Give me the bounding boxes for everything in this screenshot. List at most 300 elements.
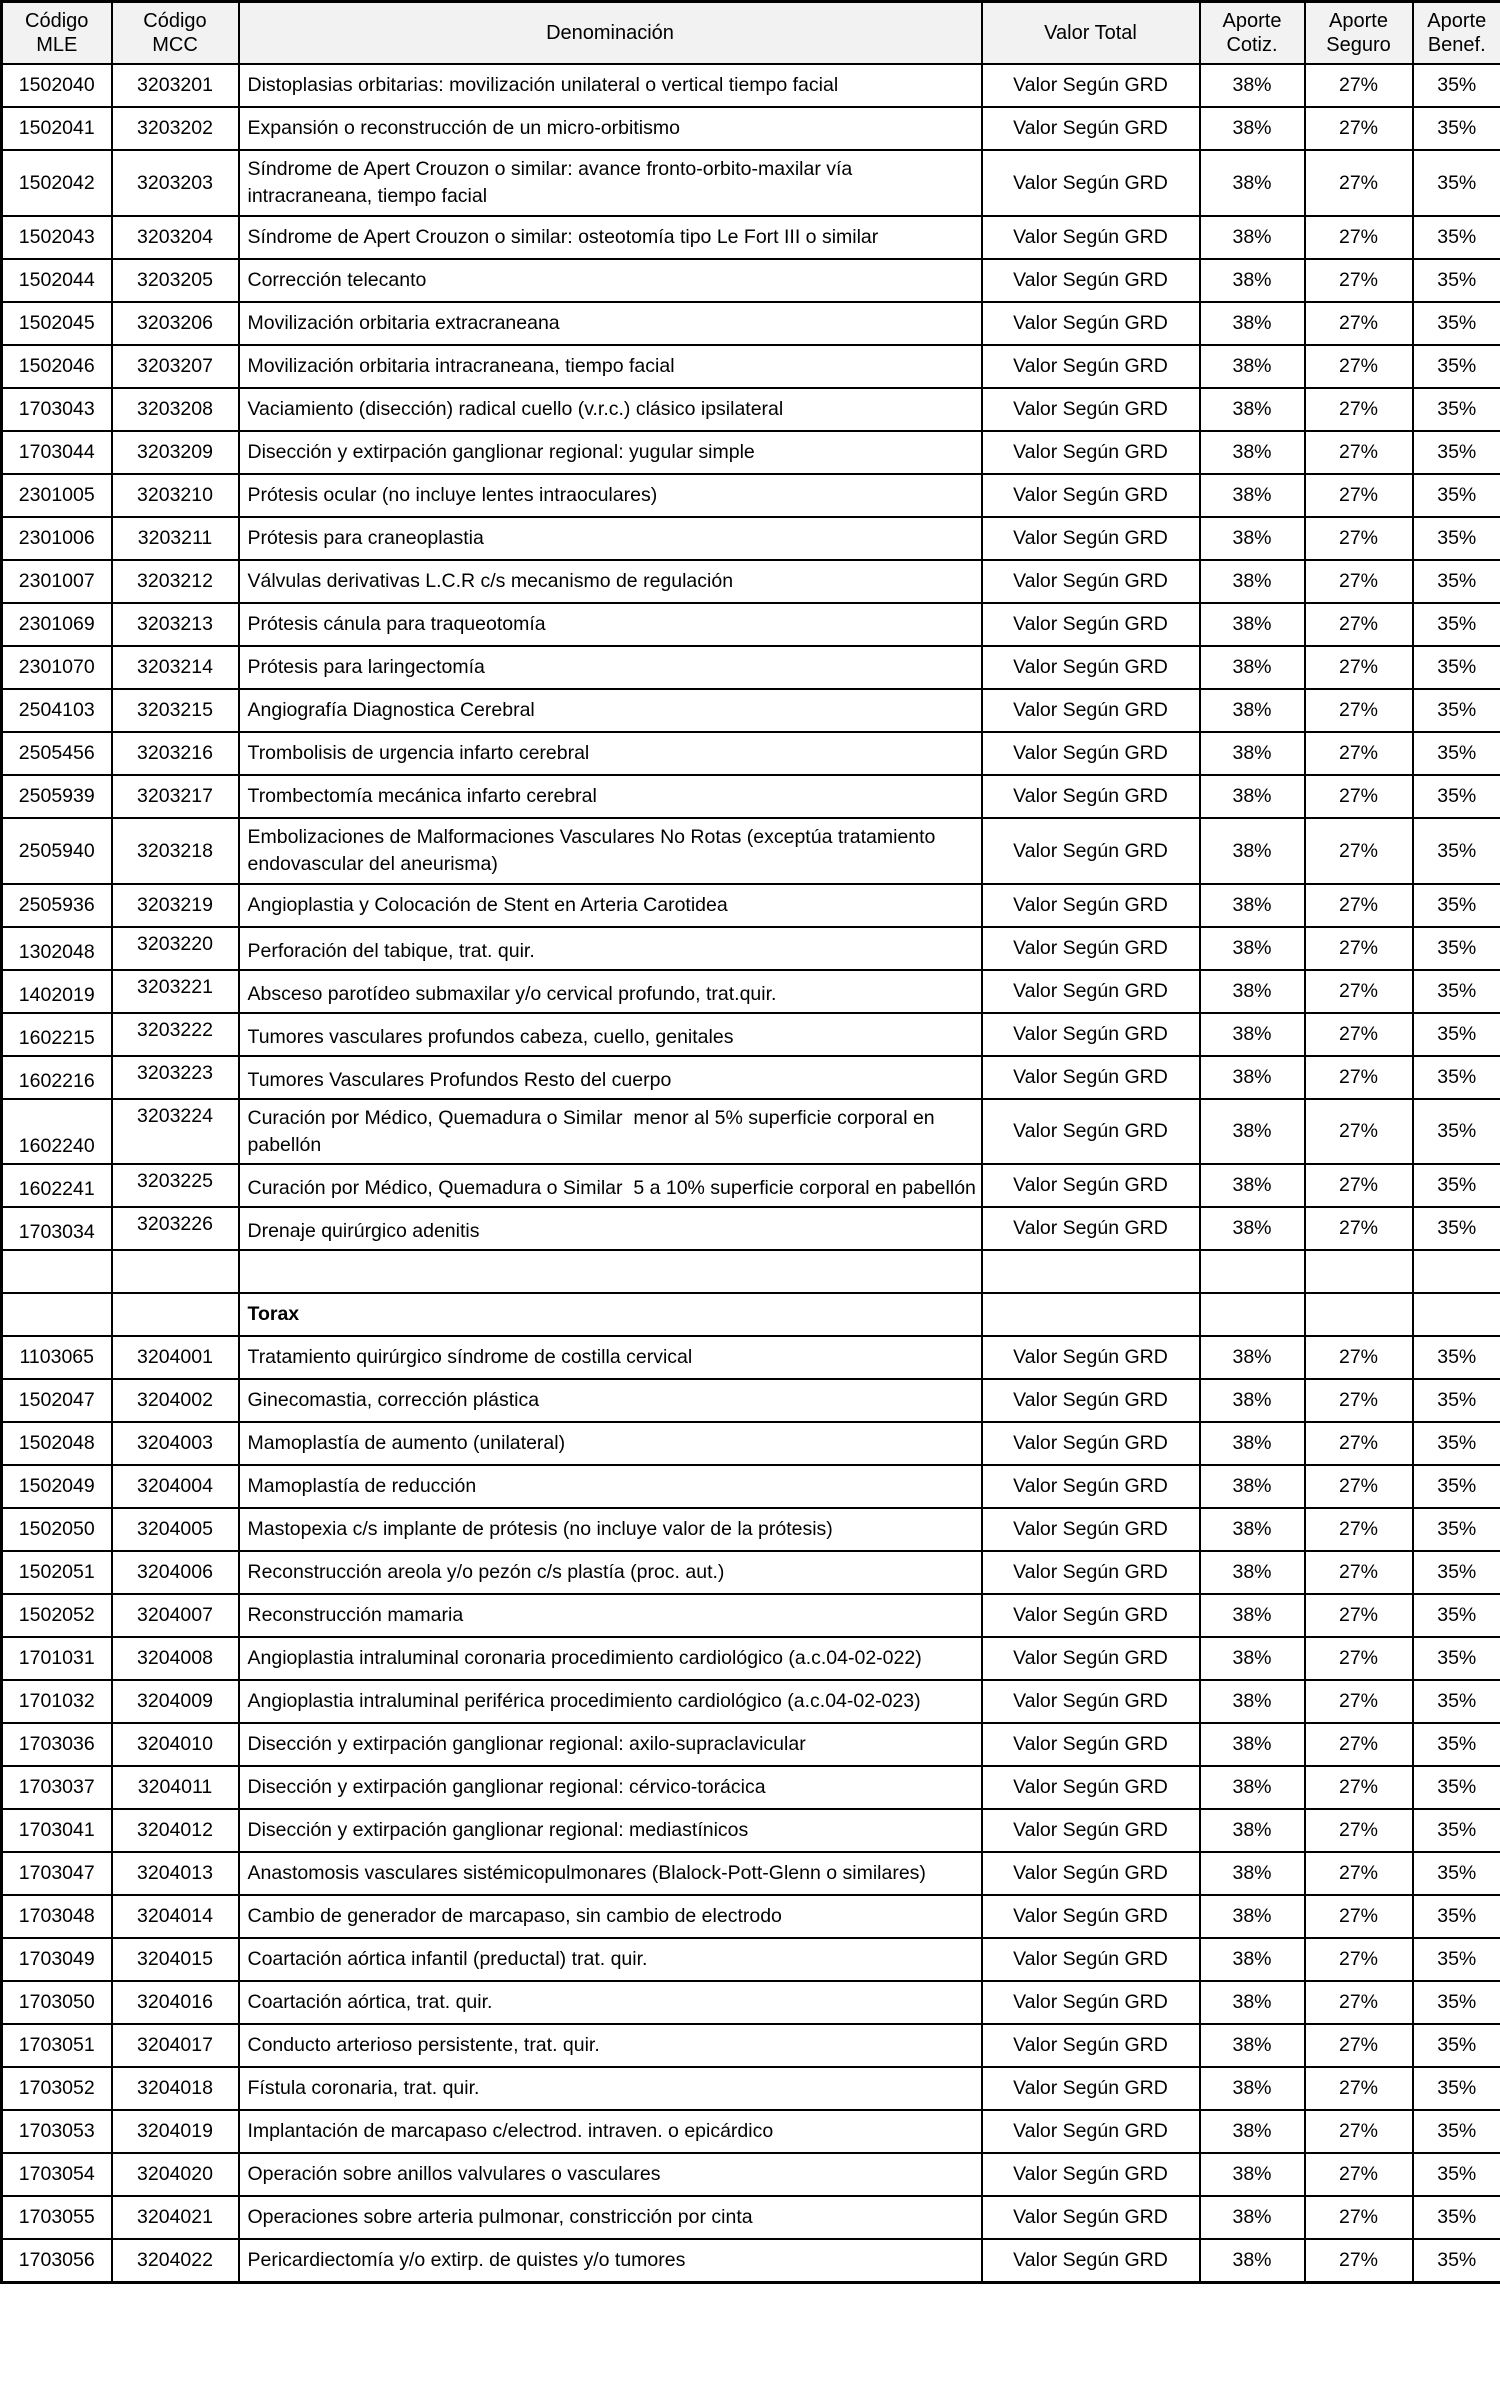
table-row — [2, 775, 1500, 818]
denomination-cell: Vaciamiento (disección) radical cuello (v.r.c.) clásico ipsilateral — [239, 388, 982, 431]
mcc-code-cell: 3203214 — [112, 646, 239, 689]
denomination-cell: Síndrome de Apert Crouzon o similar: avance fronto-orbito-maxilar vía intracraneana, tiempo facial — [239, 150, 982, 216]
aporte-benef-cell: 35% — [1413, 1938, 1500, 1981]
denomination-cell: Tumores Vasculares Profundos Resto del cuerpo — [239, 1056, 982, 1099]
table-row — [2, 603, 1500, 646]
mle-code-cell: 1502044 — [2, 259, 112, 302]
mle-code-cell: 1502040 — [2, 64, 112, 107]
aporte-seguro-cell: 27% — [1305, 107, 1413, 150]
aporte-seguro-cell: 27% — [1305, 1981, 1413, 2024]
aporte-cotiz-cell — [1200, 1293, 1305, 1336]
aporte-seguro-cell: 27% — [1305, 1508, 1413, 1551]
aporte-cotiz-cell: 38% — [1200, 970, 1305, 1013]
aporte-benef-cell — [1413, 1250, 1500, 1293]
aporte-benef-cell: 35% — [1413, 107, 1500, 150]
mcc-code-cell: 3204013 — [112, 1852, 239, 1895]
denomination-cell — [239, 1250, 982, 1293]
aporte-benef-cell: 35% — [1413, 818, 1500, 884]
aporte-benef-cell: 35% — [1413, 1809, 1500, 1852]
mle-code-cell: 2301005 — [2, 474, 112, 517]
table-row — [2, 1465, 1500, 1508]
valor-total-cell: Valor Según GRD — [982, 1594, 1200, 1637]
aporte-cotiz-cell: 38% — [1200, 345, 1305, 388]
denomination-cell: Expansión o reconstrucción de un micro-orbitismo — [239, 107, 982, 150]
aporte-benef-cell: 35% — [1413, 431, 1500, 474]
aporte-seguro-cell: 27% — [1305, 1938, 1413, 1981]
table-row — [2, 1938, 1500, 1981]
column-header-codigo-mcc: Código MCC — [112, 2, 239, 65]
valor-total-cell: Valor Según GRD — [982, 474, 1200, 517]
denomination-cell: Movilización orbitaria intracraneana, tiempo facial — [239, 345, 982, 388]
valor-total-cell: Valor Según GRD — [982, 388, 1200, 431]
aporte-cotiz-cell: 38% — [1200, 689, 1305, 732]
aporte-seguro-cell: 27% — [1305, 1465, 1413, 1508]
mcc-code-cell: 3203225 — [112, 1164, 239, 1207]
table-row — [2, 732, 1500, 775]
aporte-cotiz-cell: 38% — [1200, 302, 1305, 345]
valor-total-cell: Valor Según GRD — [982, 431, 1200, 474]
denomination-cell: Coartación aórtica infantil (preductal) trat. quir. — [239, 1938, 982, 1981]
valor-total-cell: Valor Según GRD — [982, 603, 1200, 646]
mle-code-cell: 2301069 — [2, 603, 112, 646]
valor-total-cell: Valor Según GRD — [982, 732, 1200, 775]
valor-total-cell: Valor Según GRD — [982, 64, 1200, 107]
aporte-seguro-cell: 27% — [1305, 2024, 1413, 2067]
valor-total-cell: Valor Según GRD — [982, 259, 1200, 302]
mcc-code-cell: 3203221 — [112, 970, 239, 1013]
table-row — [2, 1766, 1500, 1809]
mcc-code-cell: 3204016 — [112, 1981, 239, 2024]
aporte-cotiz-cell: 38% — [1200, 2067, 1305, 2110]
aporte-benef-cell: 35% — [1413, 2153, 1500, 2196]
aporte-benef-cell: 35% — [1413, 1637, 1500, 1680]
denomination-cell: Reconstrucción areola y/o pezón c/s plastía (proc. aut.) — [239, 1551, 982, 1594]
aporte-benef-cell: 35% — [1413, 1207, 1500, 1250]
table-row — [2, 302, 1500, 345]
table-row — [2, 431, 1500, 474]
aporte-benef-cell: 35% — [1413, 302, 1500, 345]
aporte-seguro-cell: 27% — [1305, 1379, 1413, 1422]
mle-code-cell: 1703047 — [2, 1852, 112, 1895]
table-row — [2, 1852, 1500, 1895]
mcc-code-cell: 3204003 — [112, 1422, 239, 1465]
mcc-code-cell: 3204010 — [112, 1723, 239, 1766]
aporte-cotiz-cell: 38% — [1200, 2196, 1305, 2239]
table-row — [2, 1293, 1500, 1336]
mle-code-cell: 1602215 — [2, 1013, 112, 1056]
table-row — [2, 818, 1500, 884]
mcc-code-cell: 3203218 — [112, 818, 239, 884]
mcc-code-cell: 3203202 — [112, 107, 239, 150]
table-row — [2, 2110, 1500, 2153]
mcc-code-cell: 3204008 — [112, 1637, 239, 1680]
aporte-seguro-cell: 27% — [1305, 517, 1413, 560]
valor-total-cell: Valor Según GRD — [982, 1852, 1200, 1895]
table-row — [2, 2196, 1500, 2239]
denomination-cell: Mamoplastía de aumento (unilateral) — [239, 1422, 982, 1465]
valor-total-cell: Valor Según GRD — [982, 927, 1200, 970]
table-row — [2, 1809, 1500, 1852]
table-row — [2, 64, 1500, 107]
aporte-benef-cell: 35% — [1413, 689, 1500, 732]
aporte-benef-cell: 35% — [1413, 1551, 1500, 1594]
denomination-cell: Tumores vasculares profundos cabeza, cuello, genitales — [239, 1013, 982, 1056]
denomination-cell: Tratamiento quirúrgico síndrome de costilla cervical — [239, 1336, 982, 1379]
denomination-cell: Angiografía Diagnostica Cerebral — [239, 689, 982, 732]
aporte-seguro-cell: 27% — [1305, 1164, 1413, 1207]
table-row — [2, 1056, 1500, 1099]
aporte-benef-cell: 35% — [1413, 560, 1500, 603]
valor-total-cell: Valor Según GRD — [982, 1056, 1200, 1099]
aporte-cotiz-cell: 38% — [1200, 1766, 1305, 1809]
mle-code-cell: 1703049 — [2, 1938, 112, 1981]
table-row — [2, 150, 1500, 216]
mcc-code-cell: 3203201 — [112, 64, 239, 107]
mle-code-cell: 1703053 — [2, 2110, 112, 2153]
mcc-code-cell: 3204015 — [112, 1938, 239, 1981]
aporte-seguro-cell: 27% — [1305, 775, 1413, 818]
aporte-seguro-cell: 27% — [1305, 150, 1413, 216]
aporte-seguro-cell: 27% — [1305, 1766, 1413, 1809]
valor-total-cell: Valor Según GRD — [982, 1680, 1200, 1723]
valor-total-cell: Valor Según GRD — [982, 1207, 1200, 1250]
denomination-cell: Absceso parotídeo submaxilar y/o cervical profundo, trat.quir. — [239, 970, 982, 1013]
mcc-code-cell: 3204009 — [112, 1680, 239, 1723]
aporte-cotiz-cell: 38% — [1200, 259, 1305, 302]
mle-code-cell: 1502050 — [2, 1508, 112, 1551]
mle-code-cell: 1703056 — [2, 2239, 112, 2282]
valor-total-cell: Valor Según GRD — [982, 1422, 1200, 1465]
denomination-cell: Coartación aórtica, trat. quir. — [239, 1981, 982, 2024]
aporte-cotiz-cell: 38% — [1200, 603, 1305, 646]
valor-total-cell: Valor Según GRD — [982, 560, 1200, 603]
aporte-seguro-cell: 27% — [1305, 970, 1413, 1013]
mcc-code-cell: 3204007 — [112, 1594, 239, 1637]
mcc-code-cell: 3204002 — [112, 1379, 239, 1422]
aporte-seguro-cell — [1305, 1293, 1413, 1336]
denomination-cell: Drenaje quirúrgico adenitis — [239, 1207, 982, 1250]
aporte-cotiz-cell: 38% — [1200, 1056, 1305, 1099]
mle-code-cell: 1703050 — [2, 1981, 112, 2024]
aporte-benef-cell: 35% — [1413, 646, 1500, 689]
denomination-cell: Prótesis para laringectomía — [239, 646, 982, 689]
valor-total-cell: Valor Según GRD — [982, 1465, 1200, 1508]
valor-total-cell: Valor Según GRD — [982, 216, 1200, 259]
mle-code-cell: 1703043 — [2, 388, 112, 431]
denomination-cell: Cambio de generador de marcapaso, sin cambio de electrodo — [239, 1895, 982, 1938]
aporte-benef-cell: 35% — [1413, 970, 1500, 1013]
denomination-cell: Disección y extirpación ganglionar regional: mediastínicos — [239, 1809, 982, 1852]
table-row — [2, 2153, 1500, 2196]
denomination-cell: Implantación de marcapaso c/electrod. intraven. o epicárdico — [239, 2110, 982, 2153]
mle-code-cell: 1502051 — [2, 1551, 112, 1594]
aporte-benef-cell: 35% — [1413, 1056, 1500, 1099]
denomination-cell: Prótesis para craneoplastia — [239, 517, 982, 560]
mle-code-cell: 2301006 — [2, 517, 112, 560]
mle-code-cell: 1502041 — [2, 107, 112, 150]
aporte-benef-cell: 35% — [1413, 1164, 1500, 1207]
valor-total-cell: Valor Según GRD — [982, 1981, 1200, 2024]
mcc-code-cell: 3204022 — [112, 2239, 239, 2282]
table-row — [2, 970, 1500, 1013]
valor-total-cell: Valor Según GRD — [982, 646, 1200, 689]
aporte-cotiz-cell: 38% — [1200, 431, 1305, 474]
aporte-cotiz-cell: 38% — [1200, 2110, 1305, 2153]
aporte-cotiz-cell: 38% — [1200, 517, 1305, 560]
table-row — [2, 2024, 1500, 2067]
aporte-benef-cell: 35% — [1413, 259, 1500, 302]
table-body — [2, 64, 1500, 2282]
table-row — [2, 517, 1500, 560]
denomination-cell: Curación por Médico, Quemadura o Similar 5 a 10% superficie corporal en pabellón — [239, 1164, 982, 1207]
mle-code-cell: 1703052 — [2, 2067, 112, 2110]
aporte-seguro-cell: 27% — [1305, 259, 1413, 302]
table-row — [2, 2067, 1500, 2110]
denomination-cell: Mamoplastía de reducción — [239, 1465, 982, 1508]
valor-total-cell: Valor Según GRD — [982, 1099, 1200, 1164]
aporte-cotiz-cell: 38% — [1200, 1422, 1305, 1465]
mle-code-cell: 1701032 — [2, 1680, 112, 1723]
aporte-benef-cell — [1413, 1293, 1500, 1336]
mle-code-cell: 2301007 — [2, 560, 112, 603]
denomination-cell: Trombectomía mecánica infarto cerebral — [239, 775, 982, 818]
aporte-benef-cell: 35% — [1413, 1852, 1500, 1895]
table-row — [2, 1013, 1500, 1056]
aporte-seguro-cell: 27% — [1305, 927, 1413, 970]
mcc-code-cell: 3203222 — [112, 1013, 239, 1056]
denomination-cell: Operación sobre anillos valvulares o vasculares — [239, 2153, 982, 2196]
mle-code-cell: 2505456 — [2, 732, 112, 775]
mcc-code-cell: 3204006 — [112, 1551, 239, 1594]
table-row — [2, 884, 1500, 927]
aporte-seguro-cell: 27% — [1305, 646, 1413, 689]
mcc-code-cell: 3203211 — [112, 517, 239, 560]
mcc-code-cell: 3203223 — [112, 1056, 239, 1099]
aporte-seguro-cell: 27% — [1305, 2110, 1413, 2153]
mcc-code-cell: 3204011 — [112, 1766, 239, 1809]
table-row — [2, 927, 1500, 970]
aporte-cotiz-cell: 38% — [1200, 884, 1305, 927]
aporte-cotiz-cell: 38% — [1200, 818, 1305, 884]
aporte-cotiz-cell: 38% — [1200, 560, 1305, 603]
denomination-cell: Prótesis cánula para traqueotomía — [239, 603, 982, 646]
aporte-seguro-cell: 27% — [1305, 1551, 1413, 1594]
mcc-code-cell: 3204005 — [112, 1508, 239, 1551]
valor-total-cell: Valor Según GRD — [982, 517, 1200, 560]
mcc-code-cell: 3204020 — [112, 2153, 239, 2196]
valor-total-cell: Valor Según GRD — [982, 1508, 1200, 1551]
mcc-code-cell: 3203217 — [112, 775, 239, 818]
valor-total-cell: Valor Según GRD — [982, 107, 1200, 150]
valor-total-cell: Valor Según GRD — [982, 775, 1200, 818]
mle-code-cell: 1502049 — [2, 1465, 112, 1508]
mcc-code-cell: 3203208 — [112, 388, 239, 431]
valor-total-cell: Valor Según GRD — [982, 2024, 1200, 2067]
denomination-cell: Distoplasias orbitarias: movilización unilateral o vertical tiempo facial — [239, 64, 982, 107]
aporte-cotiz-cell: 38% — [1200, 732, 1305, 775]
aporte-cotiz-cell: 38% — [1200, 1379, 1305, 1422]
aporte-seguro-cell: 27% — [1305, 1637, 1413, 1680]
valor-total-cell: Valor Según GRD — [982, 1766, 1200, 1809]
aporte-benef-cell: 35% — [1413, 216, 1500, 259]
aporte-benef-cell: 35% — [1413, 474, 1500, 517]
mle-code-cell: 1703044 — [2, 431, 112, 474]
mle-code-cell: 1402019 — [2, 970, 112, 1013]
aporte-seguro-cell: 27% — [1305, 1207, 1413, 1250]
mcc-code-cell: 3204017 — [112, 2024, 239, 2067]
table-row — [2, 1723, 1500, 1766]
aporte-cotiz-cell: 38% — [1200, 775, 1305, 818]
denomination-cell: Movilización orbitaria extracraneana — [239, 302, 982, 345]
aporte-seguro-cell: 27% — [1305, 302, 1413, 345]
mle-code-cell — [2, 1293, 112, 1336]
aporte-cotiz-cell: 38% — [1200, 1465, 1305, 1508]
mle-code-cell: 1502047 — [2, 1379, 112, 1422]
aporte-cotiz-cell: 38% — [1200, 1594, 1305, 1637]
table-row — [2, 345, 1500, 388]
mcc-code-cell: 3203224 — [112, 1099, 239, 1164]
denomination-cell: Torax — [239, 1293, 982, 1336]
aporte-benef-cell: 35% — [1413, 150, 1500, 216]
denomination-cell: Angioplastia intraluminal coronaria procedimiento cardiológico (a.c.04-02-022) — [239, 1637, 982, 1680]
aporte-seguro-cell: 27% — [1305, 2239, 1413, 2282]
denomination-cell: Disección y extirpación ganglionar regional: axilo-supraclavicular — [239, 1723, 982, 1766]
table-row — [2, 1551, 1500, 1594]
mle-code-cell — [2, 1250, 112, 1293]
denomination-cell: Fístula coronaria, trat. quir. — [239, 2067, 982, 2110]
denomination-cell: Operaciones sobre arteria pulmonar, constricción por cinta — [239, 2196, 982, 2239]
aporte-cotiz-cell: 38% — [1200, 1852, 1305, 1895]
mle-code-cell: 1602216 — [2, 1056, 112, 1099]
denomination-cell: Reconstrucción mamaria — [239, 1594, 982, 1637]
aporte-seguro-cell: 27% — [1305, 689, 1413, 732]
table-row — [2, 1594, 1500, 1637]
aporte-cotiz-cell: 38% — [1200, 1508, 1305, 1551]
aporte-cotiz-cell: 38% — [1200, 2239, 1305, 2282]
table-row — [2, 1336, 1500, 1379]
column-header-valor-total: Valor Total — [982, 2, 1200, 65]
table-row — [2, 1981, 1500, 2024]
valor-total-cell: Valor Según GRD — [982, 302, 1200, 345]
aporte-seguro-cell: 27% — [1305, 1056, 1413, 1099]
aporte-seguro-cell: 27% — [1305, 818, 1413, 884]
aporte-cotiz-cell: 38% — [1200, 646, 1305, 689]
aporte-benef-cell: 35% — [1413, 2067, 1500, 2110]
valor-total-cell: Valor Según GRD — [982, 1938, 1200, 1981]
mcc-code-cell: 3203215 — [112, 689, 239, 732]
table-row — [2, 2239, 1500, 2282]
mcc-code-cell: 3203210 — [112, 474, 239, 517]
mcc-code-cell: 3203213 — [112, 603, 239, 646]
aporte-benef-cell: 35% — [1413, 1723, 1500, 1766]
mle-code-cell: 2504103 — [2, 689, 112, 732]
aporte-seguro-cell: 27% — [1305, 1680, 1413, 1723]
aporte-benef-cell: 35% — [1413, 345, 1500, 388]
table-row — [2, 1207, 1500, 1250]
aporte-cotiz-cell: 38% — [1200, 216, 1305, 259]
aporte-benef-cell: 35% — [1413, 517, 1500, 560]
table-row — [2, 259, 1500, 302]
mle-code-cell: 1502043 — [2, 216, 112, 259]
aporte-seguro-cell: 27% — [1305, 2067, 1413, 2110]
aporte-cotiz-cell: 38% — [1200, 1336, 1305, 1379]
mcc-code-cell: 3204001 — [112, 1336, 239, 1379]
aporte-seguro-cell: 27% — [1305, 884, 1413, 927]
mle-code-cell: 2505936 — [2, 884, 112, 927]
aporte-seguro-cell: 27% — [1305, 388, 1413, 431]
denomination-cell: Disección y extirpación ganglionar regional: yugular simple — [239, 431, 982, 474]
aporte-seguro-cell: 27% — [1305, 1852, 1413, 1895]
table-row — [2, 1508, 1500, 1551]
table-row — [2, 1895, 1500, 1938]
aporte-cotiz-cell: 38% — [1200, 2024, 1305, 2067]
mcc-code-cell: 3204019 — [112, 2110, 239, 2153]
aporte-cotiz-cell: 38% — [1200, 1723, 1305, 1766]
aporte-seguro-cell: 27% — [1305, 1895, 1413, 1938]
aporte-seguro-cell: 27% — [1305, 64, 1413, 107]
aporte-cotiz-cell: 38% — [1200, 1809, 1305, 1852]
aporte-cotiz-cell: 38% — [1200, 1099, 1305, 1164]
aporte-benef-cell: 35% — [1413, 1465, 1500, 1508]
table-row — [2, 1422, 1500, 1465]
aporte-benef-cell: 35% — [1413, 1895, 1500, 1938]
denomination-cell: Angioplastia y Colocación de Stent en Arteria Carotidea — [239, 884, 982, 927]
valor-total-cell: Valor Según GRD — [982, 1013, 1200, 1056]
aporte-seguro-cell: 27% — [1305, 474, 1413, 517]
mle-code-cell: 1502048 — [2, 1422, 112, 1465]
aporte-seguro-cell: 27% — [1305, 2153, 1413, 2196]
denomination-cell: Prótesis ocular (no incluye lentes intraoculares) — [239, 474, 982, 517]
valor-total-cell: Valor Según GRD — [982, 884, 1200, 927]
aporte-seguro-cell: 27% — [1305, 1809, 1413, 1852]
mle-code-cell: 1703055 — [2, 2196, 112, 2239]
aporte-seguro-cell: 27% — [1305, 216, 1413, 259]
table-row — [2, 1099, 1500, 1164]
valor-total-cell: Valor Según GRD — [982, 1637, 1200, 1680]
aporte-benef-cell: 35% — [1413, 1013, 1500, 1056]
aporte-cotiz-cell: 38% — [1200, 1637, 1305, 1680]
aporte-benef-cell: 35% — [1413, 2196, 1500, 2239]
column-header-denominacion: Denominación — [239, 2, 982, 65]
denomination-cell: Anastomosis vasculares sistémicopulmonares (Blalock-Pott-Glenn o similares) — [239, 1852, 982, 1895]
mle-code-cell: 1703054 — [2, 2153, 112, 2196]
column-header-aporte-cotiz: Aporte Cotiz. — [1200, 2, 1305, 65]
mle-code-cell: 1502052 — [2, 1594, 112, 1637]
valor-total-cell: Valor Según GRD — [982, 345, 1200, 388]
mle-code-cell: 1602241 — [2, 1164, 112, 1207]
aporte-cotiz-cell: 38% — [1200, 2153, 1305, 2196]
aporte-benef-cell: 35% — [1413, 1379, 1500, 1422]
mle-code-cell: 1302048 — [2, 927, 112, 970]
mcc-code-cell: 3203212 — [112, 560, 239, 603]
denomination-cell: Disección y extirpación ganglionar regional: cérvico-torácica — [239, 1766, 982, 1809]
denomination-cell: Curación por Médico, Quemadura o Similar menor al 5% superficie corporal en pabellón — [239, 1099, 982, 1164]
mcc-code-cell — [112, 1250, 239, 1293]
denomination-cell: Trombolisis de urgencia infarto cerebral — [239, 732, 982, 775]
table-row — [2, 1680, 1500, 1723]
aporte-seguro-cell: 27% — [1305, 1422, 1413, 1465]
mcc-code-cell: 3203209 — [112, 431, 239, 474]
mle-code-cell: 1502046 — [2, 345, 112, 388]
mle-code-cell: 1703036 — [2, 1723, 112, 1766]
denomination-cell: Embolizaciones de Malformaciones Vasculares No Rotas (exceptúa tratamiento endovascular del aneurisma) — [239, 818, 982, 884]
valor-total-cell: Valor Según GRD — [982, 2153, 1200, 2196]
valor-total-cell: Valor Según GRD — [982, 1551, 1200, 1594]
mle-code-cell: 1703037 — [2, 1766, 112, 1809]
valor-total-cell: Valor Según GRD — [982, 1723, 1200, 1766]
table-header — [2, 2, 1500, 65]
aporte-benef-cell: 35% — [1413, 1422, 1500, 1465]
